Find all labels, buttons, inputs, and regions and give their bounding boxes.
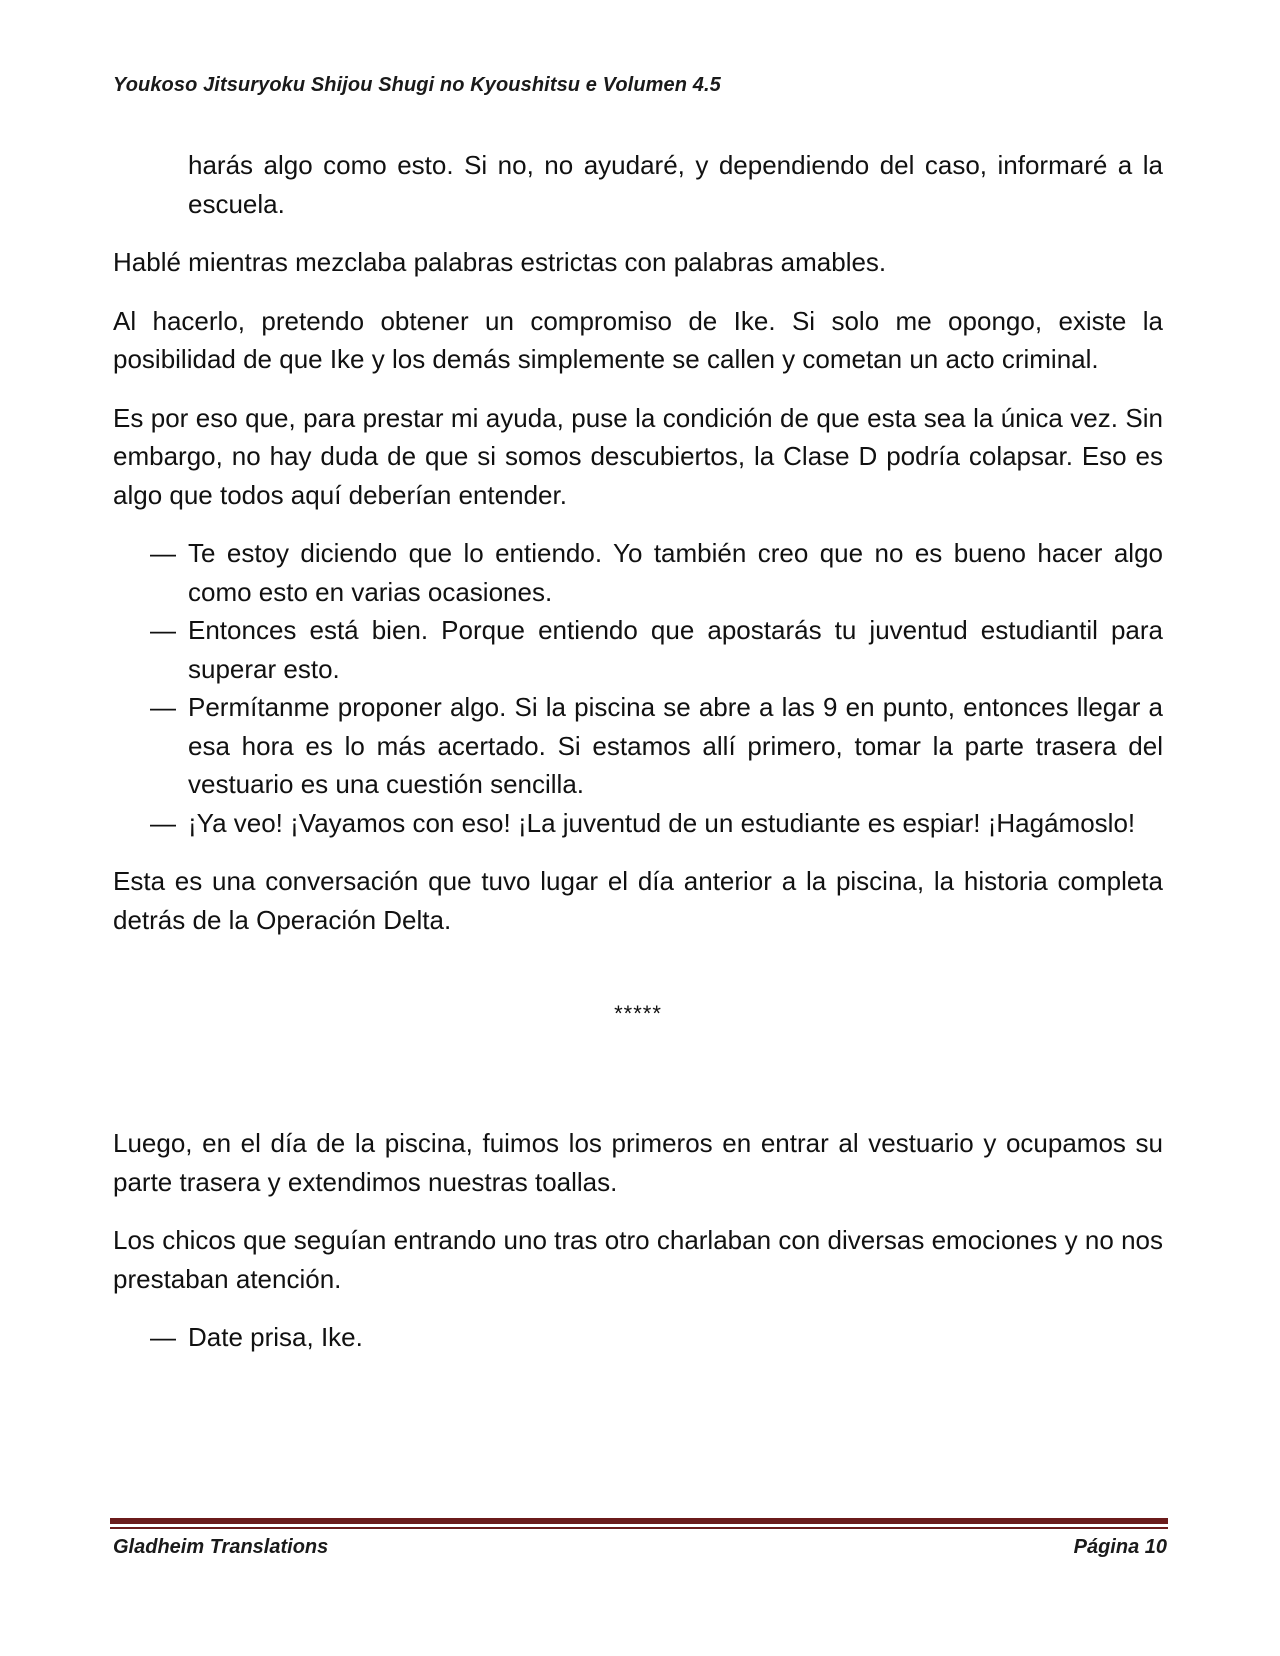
running-header: Youkoso Jitsuryoku Shijou Shugi no Kyoushitsu e Volumen 4.5	[113, 74, 721, 96]
dialogue-text: Date prisa, Ike.	[188, 1322, 363, 1352]
footer-translator: Gladheim Translations	[113, 1536, 329, 1558]
footer-rule-thin	[110, 1527, 1168, 1529]
dialogue-text: Entonces está bien. Porque entiendo que apostarás tu juventud estudiantil para superar esto.	[188, 615, 1163, 684]
page-number: Página 10	[1073, 1536, 1167, 1558]
paragraph: Esta es una conversación que tuvo lugar el día anterior a la piscina, la historia completa detrás de la Operación Delta.	[113, 866, 1163, 935]
dialogue-line	[113, 534, 1163, 611]
paragraph-continuation: harás algo como esto. Si no, no ayudaré, y dependiendo del caso, informaré a la escuela.	[188, 150, 1163, 219]
em-dash: —	[150, 807, 176, 838]
paragraph: Luego, en el día de la piscina, fuimos los primeros en entrar al vestuario y ocupamos su parte trasera y extendimos nuestras toallas.	[113, 1128, 1163, 1197]
footer-rule	[110, 1518, 1168, 1524]
paragraph: Es por eso que, para prestar mi ayuda, puse la condición de que esta sea la única vez. Sin embargo, no hay duda de que si somos descubiertos, la Clase D podría colapsar. Eso es algo que todos aquí deberían entender.	[113, 402, 1163, 510]
em-dash: —	[150, 692, 176, 722]
dialogue-line	[113, 804, 1163, 843]
paragraph: Los chicos que seguían entrando uno tras otro charlaban con diversas emociones y no nos prestaban atención.	[113, 1225, 1163, 1294]
em-dash: —	[150, 1322, 176, 1352]
page-body	[113, 146, 1163, 1377]
dialogue-text: Permítanme proponer algo. Si la piscina se abre a las 9 en punto, entonces llegar a esa hora es lo más acertado. Si estamos allí primero, tomar la parte trasera del vestuario es una cuestión sencilla.	[188, 692, 1163, 799]
dialogue-line	[113, 611, 1163, 688]
paragraph: Al hacerlo, pretendo obtener un compromiso de Ike. Si solo me opongo, existe la posibilidad de que Ike y los demás simplemente se callen y cometan un acto criminal.	[113, 305, 1163, 374]
dialogue-text: ¡Ya veo! ¡Vayamos con eso! ¡La juventud de un estudiante es espiar! ¡Hagámoslo!	[188, 807, 1136, 838]
em-dash: —	[150, 615, 176, 645]
paragraph: Hablé mientras mezclaba palabras estrictas con palabras amables.	[113, 247, 887, 277]
scene-separator: *****	[614, 1001, 662, 1026]
dialogue-block	[113, 534, 1163, 842]
dialogue-line	[113, 1318, 1163, 1357]
dialogue-line	[113, 688, 1163, 804]
dialogue-block	[113, 1318, 1163, 1357]
dialogue-text: Te estoy diciendo que lo entiendo. Yo también creo que no es bueno hacer algo como esto en varias ocasiones.	[188, 538, 1163, 607]
em-dash: —	[150, 538, 176, 568]
